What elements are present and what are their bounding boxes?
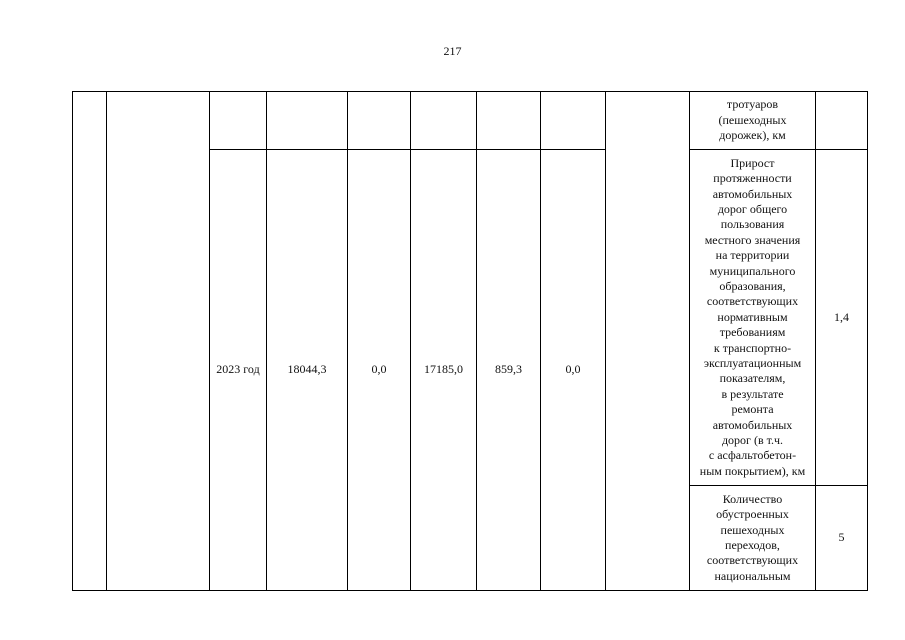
total-cell: 18044,3 <box>267 150 348 591</box>
indicator-line: пешеходных <box>720 522 785 537</box>
event-name-cell <box>107 92 210 591</box>
year-cell <box>210 92 267 150</box>
indicator-line: национальным <box>714 568 791 583</box>
indicator-line: Количество <box>722 491 783 506</box>
indicator-line: на территории <box>715 248 790 263</box>
indicator-line: к транспортно- <box>713 340 792 355</box>
indicator-line: тротуаров <box>726 97 779 112</box>
indicator-line: дорожек), км <box>719 128 786 143</box>
indicator-line: переходов, <box>725 538 780 552</box>
indicator-line: показателям, <box>719 371 786 386</box>
municipal-budget-cell: 859,3 <box>477 150 541 591</box>
indicator-line: соответствующих <box>706 553 799 568</box>
page-number: 217 <box>443 44 462 58</box>
indicator-line: муниципального <box>709 263 796 278</box>
budget-table <box>72 91 868 591</box>
indicator-line: с асфальтобетон- <box>708 448 797 463</box>
indicator-line: эксплуатационным <box>703 356 802 371</box>
indicator-value-cell <box>816 92 868 150</box>
federal-budget-cell <box>348 92 411 150</box>
indicator-value-cell: 1,4 <box>816 150 868 486</box>
table-row <box>73 92 868 150</box>
executor-cell <box>606 92 690 591</box>
indicator-line: дорог общего <box>717 201 788 216</box>
indicator-name-cell <box>690 486 816 591</box>
indicator-line: Прирост <box>730 155 775 170</box>
federal-budget-cell: 0,0 <box>348 150 411 591</box>
total-cell <box>267 92 348 150</box>
indicator-name-cell <box>690 92 816 150</box>
regional-budget-cell <box>411 92 477 150</box>
municipal-budget-cell <box>477 92 541 150</box>
indicator-line: нормативным <box>717 309 788 324</box>
indicator-line: автомобильных <box>712 417 793 432</box>
indicator-line: дорог (в т.ч. <box>721 433 784 448</box>
indicator-value-cell: 5 <box>816 486 868 591</box>
indicator-line: автомобильных <box>712 186 793 201</box>
indicator-line: протяженности <box>713 171 792 186</box>
year-cell: 2023 год <box>210 150 267 591</box>
other-sources-cell <box>541 92 606 150</box>
indicator-line: в результате <box>721 386 784 401</box>
indicator-line: образования, <box>719 278 786 293</box>
indicator-line: обустроенных <box>716 507 789 522</box>
indicator-line: требованиям <box>719 325 786 340</box>
number-cell <box>73 92 107 591</box>
indicator-line: соответствующих <box>706 294 799 309</box>
indicator-line: (пешеходных <box>718 112 787 127</box>
indicator-line: местного значения <box>704 232 801 247</box>
indicator-line: ным покрытием), км <box>699 463 806 478</box>
indicator-line: пользования <box>720 217 785 232</box>
indicator-line: ремонта <box>731 402 774 417</box>
regional-budget-cell: 17185,0 <box>411 150 477 591</box>
other-sources-cell: 0,0 <box>541 150 606 591</box>
indicator-name-cell <box>690 150 816 486</box>
